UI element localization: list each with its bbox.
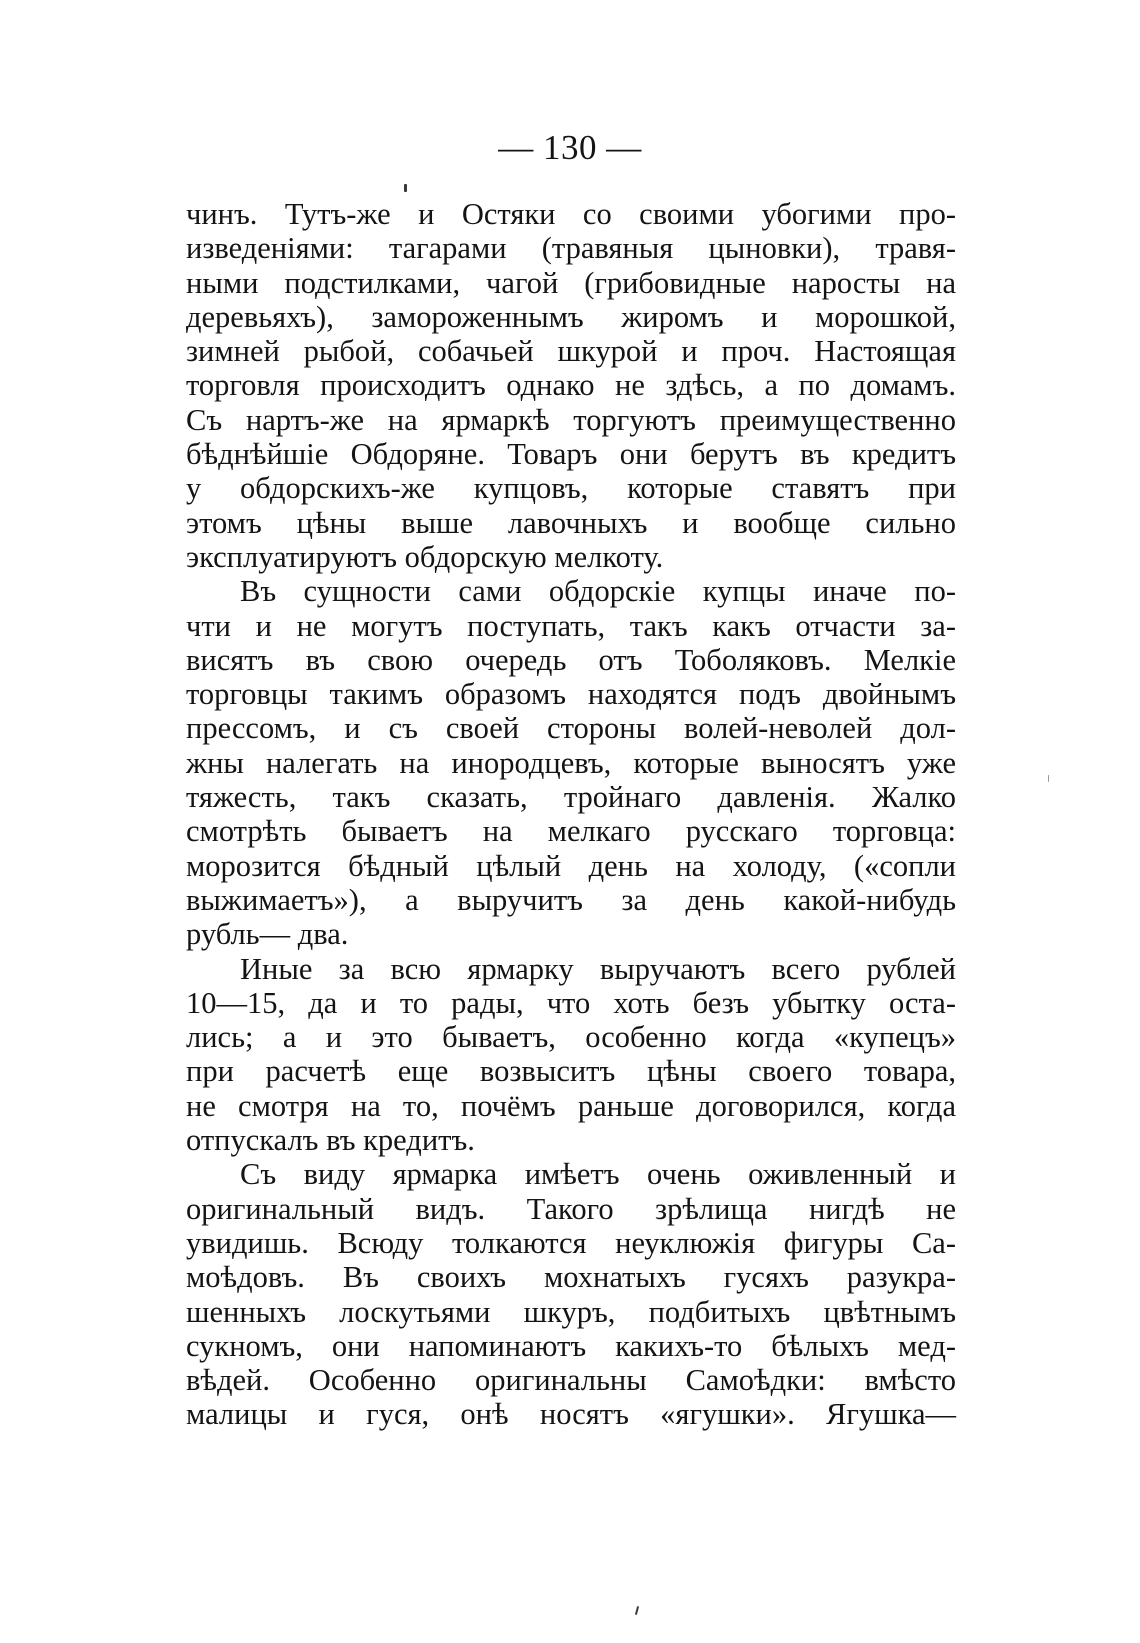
text-line: прессомъ, и съ своей стороны волей-неволей дол-	[186, 711, 956, 746]
print-speck	[1048, 775, 1049, 782]
text-line: 10—15, да и то рады, что хоть безъ убытку оста-	[186, 985, 956, 1020]
text-line: при расчетѣ еще возвыситъ цѣны своего товара,	[186, 1054, 956, 1089]
text-line: ными подстилками, чагой (грибовидные наросты на	[186, 265, 956, 300]
print-speck	[404, 184, 407, 192]
text-line: чинъ. Тутъ-же и Остяки со своими убогими про-	[186, 197, 956, 231]
text-line: этомъ цѣны выше лавочныхъ и вообще сильно	[186, 505, 956, 540]
text-line: сукномъ, они напоминаютъ какихъ-то бѣлыхъ мед-	[186, 1328, 956, 1363]
text-line: отпускалъ въ кредитъ.	[186, 1123, 475, 1158]
text-line: деревьяхъ), замороженнымъ жиромъ и морошкой,	[186, 299, 956, 334]
text-line: торговля происходитъ однако не здѣсь, а по домамъ.	[186, 368, 956, 403]
text-line: выжимаетъ»), а выручитъ за день какой-нибудь	[186, 882, 956, 917]
text-line: у обдорскихъ-же купцовъ, которые ставятъ при	[186, 471, 956, 506]
text-line: торговцы такимъ образомъ находятся подъ двойнымъ	[186, 677, 956, 712]
text-line: не смотря на то, почёмъ раньше договорился, когда	[186, 1088, 956, 1123]
text-line: морозится бѣдный цѣлый день на холоду, («сопли	[186, 848, 956, 883]
text-line: оригинальный видъ. Такого зрѣлища нигдѣ не	[186, 1191, 956, 1226]
text-line: смотрѣть бываетъ на мелкаго русскаго торговца:	[186, 814, 956, 849]
text-line: шенныхъ лоскутьями шкуръ, подбитыхъ цвѣтнымъ	[186, 1294, 956, 1329]
text-line: зимней рыбой, собачьей шкурой и проч. Настоящая	[186, 334, 956, 369]
paragraph	[186, 574, 956, 951]
text-line: тяжесть, такъ сказать, тройнаго давленія. Жалко	[186, 780, 956, 815]
body-text	[186, 197, 956, 1432]
text-line: Съ нартъ-же на ярмаркѣ торгуютъ преимущественно	[186, 402, 956, 437]
text-line: малицы и гуся, онѣ носятъ «ягушки». Ягушка—	[186, 1397, 956, 1432]
text-line: бѣднѣйшіе Обдоряне. Товаръ они берутъ въ кредитъ	[186, 437, 956, 472]
text-line: чти и не могутъ поступать, такъ какъ отчасти за-	[186, 608, 956, 643]
paragraph	[186, 1157, 956, 1431]
page-number: — 130 —	[498, 128, 642, 167]
paragraph	[186, 952, 956, 1158]
print-speck	[635, 1606, 639, 1615]
text-line: увидишь. Всюду толкаются неуклюжія фигуры Са-	[186, 1225, 956, 1260]
text-line: Съ виду ярмарка имѣетъ очень оживленный и	[240, 1157, 956, 1192]
text-line: Иные за всю ярмарку выручаютъ всего рублей	[240, 951, 956, 986]
paragraph	[186, 197, 956, 574]
text-line: лись; а и это бываетъ, особенно когда «купецъ»	[186, 1020, 956, 1055]
text-line: эксплуатируютъ обдорскую мелкоту.	[186, 539, 664, 574]
text-line: висятъ въ свою очередь отъ Тоболяковъ. Мелкіе	[186, 642, 956, 677]
text-line: жны налегать на инородцевъ, которые выносятъ уже	[186, 745, 956, 780]
text-line: изведеніями: тагарами (травяныя цыновки), травя-	[186, 231, 956, 266]
text-line: моѣдовъ. Въ своихъ мохнатыхъ гусяхъ разукра-	[186, 1260, 956, 1295]
text-line: Въ сущности сами обдорскіе купцы иначе по-	[240, 574, 956, 609]
text-line: рубль— два.	[186, 917, 349, 952]
text-line: вѣдей. Особенно оригинальны Самоѣдки: вмѣсто	[186, 1363, 956, 1398]
